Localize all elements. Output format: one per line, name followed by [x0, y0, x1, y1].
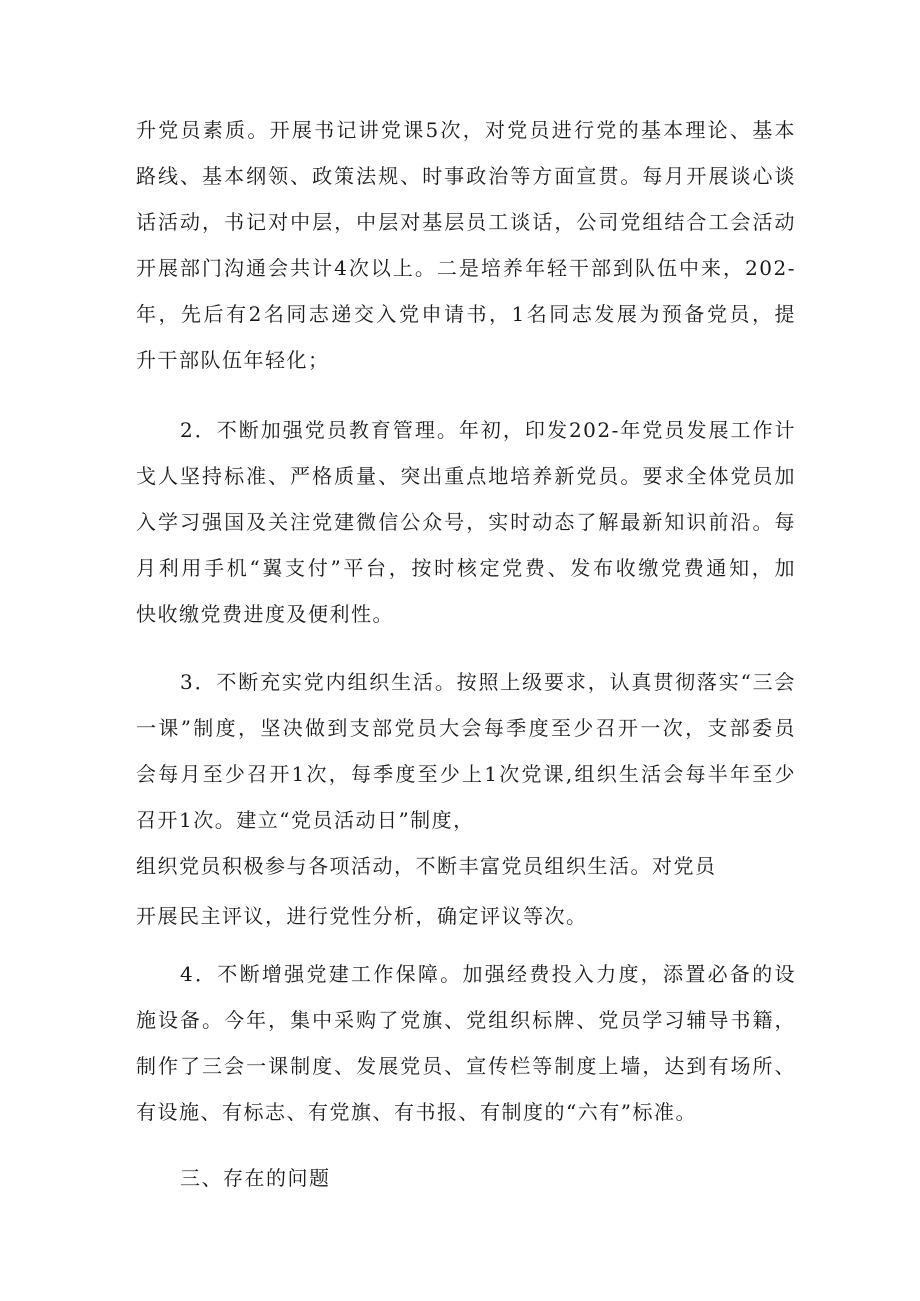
- text-line: 升干部队伍年轻化；: [136, 348, 330, 372]
- text-line: 升党员素质。开展书记讲党课5次，对党员进行党的基本理论、基本: [136, 118, 796, 142]
- text-line: 2．不断加强党员教育管理。年初，印发202-年党员发展工作计: [180, 418, 796, 442]
- text-line: 开展民主评议，进行党性分析，确定评议等次。: [136, 904, 588, 928]
- text-line: 4．不断增强党建工作保障。加强经费投入力度，添置必备的设: [180, 962, 796, 986]
- text-line: 月利用手机“翼支付”平台，按时核定党费、发布收缴党费通知，加: [136, 556, 796, 580]
- text-line: 组织党员积极参与各项活动，不断丰富党员组织生活。对党员: [136, 854, 717, 878]
- text-line: 会每月至少召开1次，每季度至少上1次党课,组织生活会每半年至少: [136, 762, 796, 786]
- text-line: 3．不断充实党内组织生活。按照上级要求，认真贯彻落实“三会: [180, 670, 796, 694]
- text-line: 入学习强国及关注党建微信公众号，实时动态了解最新知识前沿。每: [136, 510, 796, 534]
- text-line: 召开1次。建立“党员活动日”制度，: [136, 808, 475, 832]
- text-line: 一课”制度，坚决做到支部党员大会每季度至少召开一次，支部委员: [136, 716, 796, 740]
- text-line: 快收缴党费进度及便利性。: [136, 602, 394, 626]
- text-line: 年，先后有2名同志递交入党申请书，1名同志发展为预备党员，提: [136, 302, 796, 326]
- text-line: 话活动，书记对中层，中层对基层员工谈话，公司党组结合工会活动: [136, 210, 796, 234]
- text-line: 开展部门沟通会共计4次以上。二是培养年轻干部到队伍中来，202-: [136, 256, 796, 280]
- text-line: 施设备。今年，集中采购了党旗、党组织标牌、党员学习辅导书籍，: [136, 1008, 796, 1032]
- text-line: 制作了三会一课制度、发展党员、宣传栏等制度上墙，达到有场所、: [136, 1054, 796, 1078]
- text-line: 戈人坚持标准、严格质量、突出重点地培养新党员。要求全体党员加: [136, 464, 796, 488]
- text-line: 路线、基本纲领、政策法规、时事政治等方面宣贯。每月开展谈心谈: [136, 164, 796, 188]
- text-line: 有设施、有标志、有党旗、有书报、有制度的“六有”标准。: [136, 1100, 697, 1124]
- heading-text: 三、存在的问题: [180, 1166, 331, 1190]
